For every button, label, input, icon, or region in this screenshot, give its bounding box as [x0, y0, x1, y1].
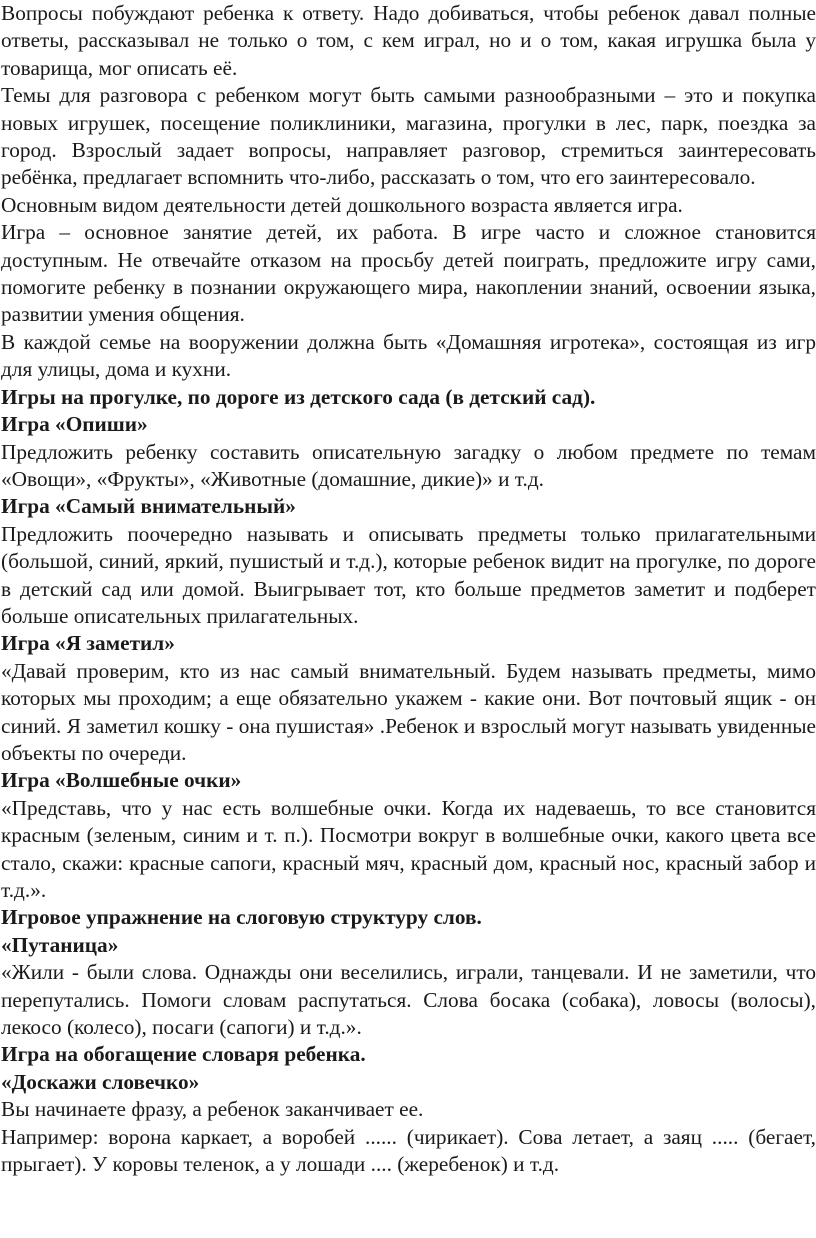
heading-game-noticed: Игра «Я заметил»	[1, 631, 175, 656]
heading-game-attentive: Игра «Самый внимательный»	[1, 494, 296, 519]
heading-game-confusion: «Путаница»	[1, 932, 119, 957]
heading-syllable-exercise: Игровое упражнение на слоговую структуру слов.	[1, 905, 482, 930]
paragraph-main-activity: Основным видом деятельности детей дошкольного возраста является игра.	[1, 192, 683, 217]
paragraph-game-confusion: «Жили - были слова. Однажды они веселились, играли, танцевали. И не заметили, что перепутались. Помоги словам распутаться. Слова босака (собака), ловосы (волосы), лекосо (колесо), посаги (сапоги) и т.д.».	[1, 960, 816, 1040]
paragraph-questions: Вопросы побуждают ребенка к ответу. Надо добиваться, чтобы ребенок давал полные ответы, рассказывал не только о том, с кем играл, но и о том, какая игрушка была у товарища, мог описать её.	[1, 1, 816, 80]
heading-game-describe: Игра «Опиши»	[1, 412, 148, 437]
paragraph-play-is-work: Игра – основное занятие детей, их работа. В игре часто и сложное становится доступным. Не отвечайте отказом на просьбу детей поиграть, предложите игру сами, помогите ребенку в познании окружающего мира, накоплении знаний, освоении языка, развитии умения общения.	[1, 220, 816, 327]
heading-vocabulary-game: Игра на обогащение словаря ребенка.	[1, 1042, 366, 1067]
paragraph-finish-word-examples: Например: ворона каркает, а воробей ...... (чирикает). Сова летает, а заяц ..... (бегает, прыгает). У коровы теленок, а у лошади .... (жеребенок) и т.д.	[1, 1124, 816, 1177]
paragraph-game-attentive: Предложить поочередно называть и описывать предметы только прилагательными (большой, синий, яркий, пушистый и т.д.), которые ребенок видит на прогулке, по дороге в детский сад или домой. Выигрывает тот, кто больше предметов заметит и подберет больше описательных прилагательных.	[1, 521, 816, 628]
paragraph-home-games: В каждой семье на вооружении должна быть «Домашняя игротека», состоящая из игр для улицы, дома и кухни.	[1, 329, 816, 382]
heading-game-finish-word: «Доскажи словечко»	[1, 1069, 200, 1094]
paragraph-finish-word-intro: Вы начинаете фразу, а ребенок заканчивает ее.	[1, 1097, 424, 1122]
heading-game-magic-glasses: Игра «Волшебные очки»	[1, 768, 242, 793]
paragraph-game-noticed: «Давай проверим, кто из нас самый внимательный. Будем называть предметы, мимо которых мы проходим; а еще обязательно укажем - какие они. Вот почтовый ящик - он синий. Я заметил кошку - она пушистая» .Ребенок и взрослый могут называть увиденные объекты по очереди.	[1, 658, 816, 765]
paragraph-game-magic-glasses: «Представь, что у нас есть волшебные очки. Когда их надеваешь, то все становится красным (зеленым, синим и т. п.). Посмотри вокруг в волшебные очки, какого цвета все стало, скажи: красные сапоги, красный мяч, красный дом, красный нос, красный забор и т.д.».	[1, 795, 816, 902]
paragraph-game-describe: Предложить ребенку составить описательную загадку о любом предмете по темам «Овощи», «Фрукты», «Животные (домашние, дикие)» и т.д.	[1, 439, 816, 491]
paragraph-conversation-topics: Темы для разговора с ребенком могут быть самыми разнообразными – это и покупка новых игрушек, посещение поликлиники, магазина, прогулки в лес, парк, поездка за город. Взрослый задает вопросы, направляет разговор, стремиться заинтересовать ребёнка, предлагает вспомнить что-либо, рассказать о том, что его заинтересовало.	[1, 83, 816, 190]
heading-walk-games: Игры на прогулке, по дороге из детского сада (в детский сад).	[1, 384, 596, 409]
